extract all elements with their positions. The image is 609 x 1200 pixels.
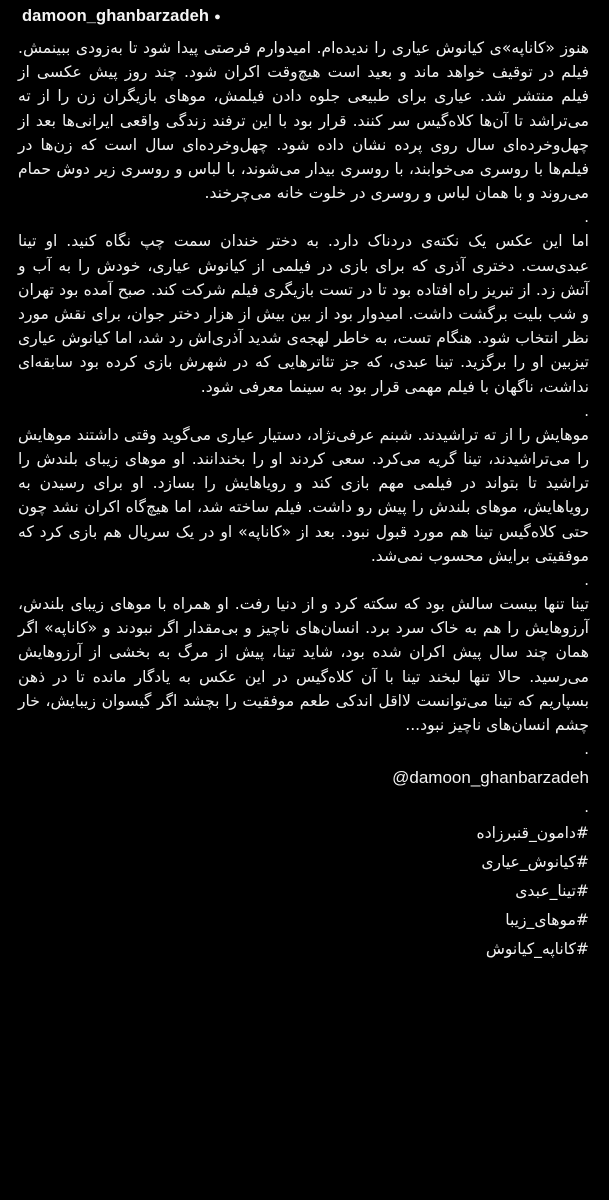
paragraph-separator: . [584, 740, 589, 759]
caption-paragraph: موهایش را از ته تراشیدند. شبنم عرفی‌نژاد، دستیار عیاری می‌گوید وقتی داشتند موهایش را می‌تراشیدند، تینا گریه می‌کرد. سعی کردند او را بخندانند. او موهای زیبای بلندش را تراشید تا بتواند در فیلمی مهم بازی کند و رویاهایش را بسازد. او برای رسیدن به رویاهایش، موهای بلندش را پیش رو داشت. فیلم ساخته شد، اما هیچ‌گاه اکران نشد چون حتی کلاه‌گیس تینا هم مورد قبول نبود. بعد از «کاناپه» او در یک سریال هم بازی کرد که موفقیتی برایش محسوب نمی‌شد. [18, 425, 589, 565]
paragraph-separator: . [584, 401, 589, 420]
caption-paragraph: اما این عکس یک نکته‌ی دردناک دارد. به دختر خندان سمت چپ نگاه کنید. او تینا عبدی‌ست. دختری آذری که برای بازی در فیلمی از کیانوش عیاری، خودش را به آب و آتش زد. از تبریز راه افتاده بود تا در تست بازیگری فیلم شرکت کند. صبح آمده بود تهران و شب بلیت برگشت داشت. امیدوار بود از بین بیش از هزار دختر جوان، برای نقش مورد نظر انتخاب شود. هنگام تست، به خاطر لهجه‌ی شدید آذری‌اش رد شد، اما کیانوش عیاری تیزبین او را برگزید. تینا عبدی، که جز تئاترهایی که در شهرش بازی کرده بود سابقه‌ای نداشت، ناگهان با فیلم مهمی قرار بود به سینما معرفی شود. [18, 232, 589, 396]
status-dot-icon: ● [214, 11, 221, 23]
post-caption [18, 36, 589, 964]
hashtag-link[interactable]: #تینا_عبدی [515, 882, 589, 901]
username[interactable]: damoon_ghanbarzadeh [22, 6, 210, 25]
hashtag-link[interactable]: #موهای_زیبا [505, 911, 589, 930]
caption-paragraph: هنوز «کاناپه»‌ی کیانوش عیاری را ندیده‌ام. امیدوارم فرصتی پیدا شود تا به‌زودی ببینمش. فیلم در توقیف خواهد ماند و بعید است هیچ‌وقت اکران شود. چند روز پیش عکسی از فیلم منتشر شد. عیاری برای طبیعی جلوه دادن فیلمش، موهای بازیگران زن را از ته می‌تراشد تا آن‌ها کلاه‌گیس سر کنند. قرار بود با این ترفند زندگی واقعی ایرانی‌ها بعد از چهل‌وخرده‌ای سال روی پرده نشان داده شود. چهل‌وخرده‌ای سال است که زن‌ها در فیلم‌ها با روسری می‌خوابند، با روسری بیدار می‌شوند، با لباس و روسری زیر دوش حمام می‌روند و با همان لباس و روسری در خلوت خانه می‌چرخند. [18, 39, 589, 203]
hashtag-link[interactable]: #دامون_قنبرزاده [476, 824, 589, 843]
post-header [22, 3, 221, 29]
paragraph-separator: . [584, 208, 589, 227]
hashtag-link[interactable]: #کیانوش_عیاری [481, 853, 589, 872]
paragraph-separator: . [584, 798, 589, 817]
caption-paragraph: تینا تنها بیست سالش بود که سکته کرد و از دنیا رفت. او همراه با موهای زیبای بلندش، آرزوهایش را هم به خاک سرد برد. انسان‌های ناچیز و بی‌مقدار اگر نبودند و «کاناپه» اگر همان چند سال پیش اکران شده بود، شاید تینا، پیش از مرگ به بخشی از آرزوهایش می‌رسید. حالا تنها لبخند تینا با آن کلاه‌گیس در این عکس به یادگار مانده تا در ذهن بسپاریم که تینا می‌توانست لااقل اندکی طعم موفقیت را بچشد اگر گیسوان زیبایش، خار چشم انسان‌های ناچیز نبود... [18, 595, 589, 735]
hashtag-link[interactable]: #کاناپه_کیانوش [485, 940, 589, 959]
paragraph-separator: . [584, 571, 589, 590]
author-mention-link[interactable]: @damoon_ghanbarzadeh [392, 768, 589, 788]
hashtag-list [18, 819, 589, 964]
